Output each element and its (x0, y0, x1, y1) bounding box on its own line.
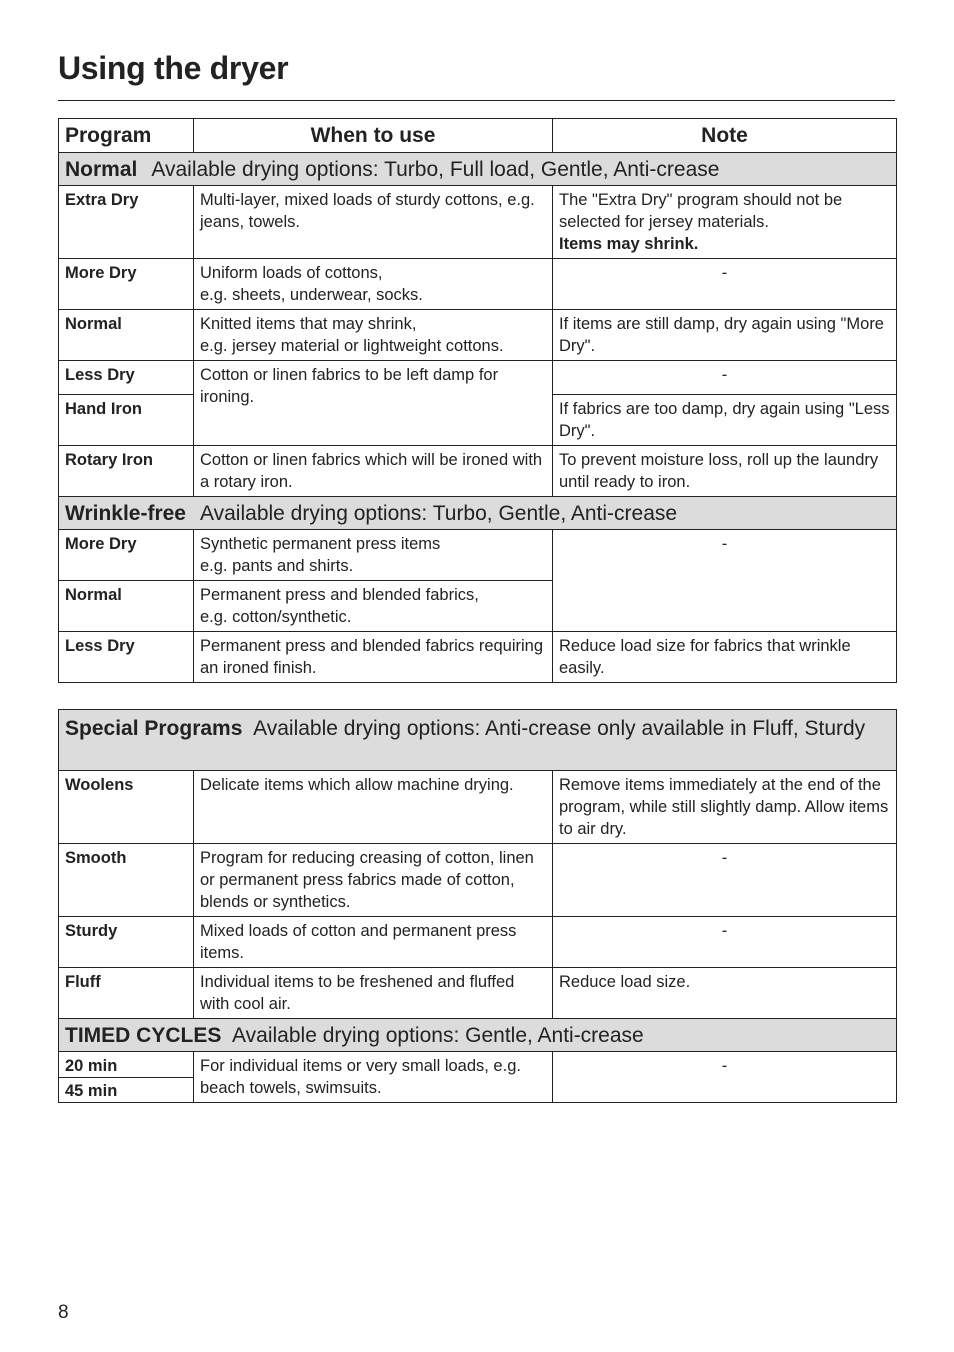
table-row (59, 771, 897, 844)
when-to-use: Cotton or linen fabrics to be left damp for ironing. (194, 361, 553, 446)
program-name: Normal (59, 581, 194, 632)
group-row-normal (59, 153, 897, 186)
note-cell: If items are still damp, dry again using "More Dry". (553, 310, 897, 361)
group-name: Wrinkle-free (65, 502, 186, 525)
group-options: Available drying options: Gentle, Anti-crease (232, 1024, 644, 1047)
program-name: Woolens (59, 771, 194, 844)
when-line: Permanent press and blended fabrics, (200, 586, 479, 604)
note-cell: Reduce load size for fabrics that wrinkle easily. (553, 632, 897, 683)
when-line: e.g. cotton/synthetic. (200, 608, 352, 626)
when-to-use (194, 530, 553, 581)
table-row (59, 1052, 897, 1078)
table-row (59, 259, 897, 310)
when-to-use (194, 259, 553, 310)
table-row (59, 844, 897, 917)
table-row (59, 917, 897, 968)
when-to-use: Individual items to be freshened and fluffed with cool air. (194, 968, 553, 1019)
when-to-use: Cotton or linen fabrics which will be ironed with a rotary iron. (194, 446, 553, 497)
note-cell: Remove items immediately at the end of the program, while still slightly damp. Allow items to air dry. (553, 771, 897, 844)
header-program: Program (59, 119, 194, 153)
note-dash: - (553, 844, 897, 917)
note-dash: - (553, 361, 897, 395)
programs-table (58, 118, 897, 683)
table-row (59, 446, 897, 497)
note-cell (553, 186, 897, 259)
group-options: Available drying options: Turbo, Gentle, Anti-crease (200, 502, 678, 525)
group-options: Available drying options: Turbo, Full load, Gentle, Anti-crease (151, 158, 720, 181)
group-row-timed-cycles (59, 1019, 897, 1052)
note-dash: - (553, 1052, 897, 1103)
program-name: Normal (59, 310, 194, 361)
header-row (59, 119, 897, 153)
table-row (59, 530, 897, 581)
when-to-use: Multi-layer, mixed loads of sturdy cottons, e.g. jeans, towels. (194, 186, 553, 259)
group-name: Special Programs (65, 717, 243, 740)
when-line: e.g. jersey material or lightweight cottons. (200, 337, 504, 355)
note-warning: Items may shrink. (559, 235, 699, 253)
header-note: Note (553, 119, 897, 153)
table-row (59, 632, 897, 683)
page-title: Using the dryer (58, 50, 289, 86)
program-name: More Dry (59, 530, 194, 581)
table-row (59, 310, 897, 361)
when-to-use: For individual items or very small loads, e.g. beach towels, swimsuits. (194, 1052, 553, 1103)
group-row-special-programs (59, 710, 897, 771)
when-line: Knitted items that may shrink, (200, 315, 417, 333)
program-name: 20 min (59, 1052, 194, 1078)
program-name: Less Dry (59, 632, 194, 683)
table-row (59, 186, 897, 259)
when-to-use: Delicate items which allow machine drying. (194, 771, 553, 844)
table-row (59, 968, 897, 1019)
page-number: 8 (58, 1302, 69, 1323)
when-to-use: Permanent press and blended fabrics requiring an ironed finish. (194, 632, 553, 683)
when-line: e.g. sheets, underwear, socks. (200, 286, 423, 304)
program-name: Hand Iron (59, 395, 194, 446)
title-rule (58, 100, 895, 101)
program-name: Rotary Iron (59, 446, 194, 497)
special-programs-table (58, 709, 897, 1103)
when-to-use: Program for reducing creasing of cotton, linen or permanent press fabrics made of cotton, blends or synthetics. (194, 844, 553, 917)
program-name: More Dry (59, 259, 194, 310)
program-name: Smooth (59, 844, 194, 917)
when-line: e.g. pants and shirts. (200, 557, 354, 575)
note-cell: To prevent moisture loss, roll up the laundry until ready to iron. (553, 446, 897, 497)
group-name: Normal (65, 158, 138, 181)
when-to-use (194, 581, 553, 632)
program-name: Sturdy (59, 917, 194, 968)
note-cell: Reduce load size. (553, 968, 897, 1019)
note-dash: - (553, 530, 897, 632)
when-line: Uniform loads of cottons, (200, 264, 383, 282)
note-dash: - (553, 259, 897, 310)
group-name: TIMED CYCLES (65, 1024, 222, 1047)
when-to-use: Mixed loads of cotton and permanent press items. (194, 917, 553, 968)
when-line: Synthetic permanent press items (200, 535, 441, 553)
program-name: Less Dry (59, 361, 194, 395)
note-text: The "Extra Dry" program should not be selected for jersey materials. (559, 191, 843, 231)
table-row (59, 361, 897, 395)
program-name: Fluff (59, 968, 194, 1019)
program-name: 45 min (59, 1078, 194, 1103)
program-name: Extra Dry (59, 186, 194, 259)
note-dash: - (553, 917, 897, 968)
note-cell: If fabrics are too damp, dry again using "Less Dry". (553, 395, 897, 446)
group-options: Available drying options: Anti-crease only available in Fluff, Sturdy (253, 717, 866, 740)
when-to-use (194, 310, 553, 361)
header-when: When to use (194, 119, 553, 153)
group-row-wrinkle-free (59, 497, 897, 530)
